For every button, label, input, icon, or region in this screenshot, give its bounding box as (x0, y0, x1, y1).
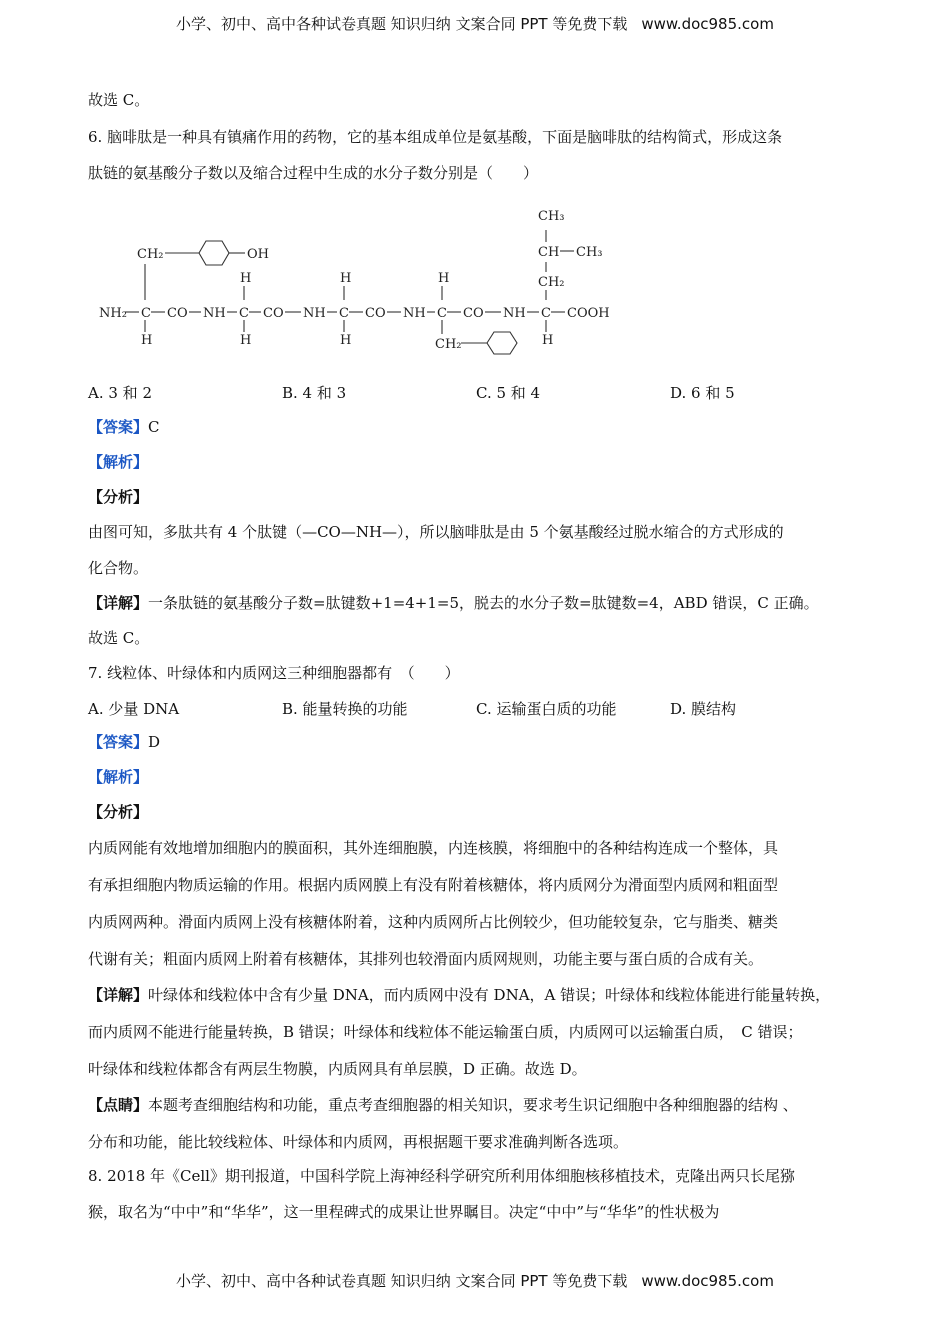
formula-h-r1: H (141, 333, 153, 348)
q6-answer (88, 417, 160, 437)
formula-ch2-r4: CH₂ (435, 337, 462, 352)
formula-h-r4-top: H (438, 271, 450, 286)
formula-c1: C (141, 306, 151, 321)
page-header (0, 13, 950, 34)
q6-stem-line1: 6. 脑啡肽是一种具有镇痛作用的药物，它的基本组成单位是氨基酸，下面是脑啡肽的结构简式，形成这条 (88, 128, 783, 146)
header-url[interactable]: www.doc985.com (641, 15, 774, 33)
q7-fenxi-line1: 内质网能有效地增加细胞内的膜面积，其外连细胞膜，内连核膜，将细胞中的各种结构连成一个整体，具 (88, 839, 779, 857)
q6-option-c[interactable]: C. 5 和 4 (476, 384, 541, 402)
answer-tag: 【答案】 (88, 733, 149, 751)
formula-c2: C (239, 306, 249, 321)
formula-h-r3-bot: H (340, 333, 352, 348)
formula-co4: CO (463, 306, 484, 321)
q7-xiangjie-line3: 叶绿体和线粒体都含有两层生物膜，内质网具有单层膜，D 正确。故选 D。 (88, 1060, 587, 1078)
xiangjie-text: 叶绿体和线粒体中含有少量 DNA，而内质网中没有 DNA，A 错误；叶绿体和线粒体能进行能量转换， (148, 986, 831, 1004)
q8-stem-line2: 猴，取名为“中中”和“华华”，这一里程碑式的成果让世界瞩目。决定“中中”与“华华”的性状极为 (88, 1203, 720, 1221)
q6-option-d[interactable]: D. 6 和 5 (670, 384, 735, 402)
dianjing-text: 本题考查细胞结构和功能，重点考查细胞器的相关知识，要求考生识记细胞中各种细胞器的结构 、 (148, 1096, 798, 1114)
q7-fenxi-line4: 代谢有关；粗面内质网上附着有核糖体，其排列也较滑面内质网规则，功能主要与蛋白质的合成有关。 (88, 950, 764, 968)
xiangjie-tag: 【详解】 (88, 986, 149, 1004)
q7-stem: 7. 线粒体、叶绿体和内质网这三种细胞器都有 （ ） (88, 664, 460, 682)
footer-url[interactable]: www.doc985.com (641, 1272, 774, 1290)
q7-fenxi-line2: 有承担细胞内物质运输的作用。根据内质网膜上有没有附着核糖体，将内质网分为滑面型内质网和粗面型 (88, 876, 779, 894)
q6-end: 故选 C。 (88, 629, 150, 647)
formula-h-r5: H (542, 333, 554, 348)
formula-h-r2-top: H (240, 271, 252, 286)
q6-option-a[interactable]: A. 3 和 2 (88, 384, 152, 402)
q7-answer (88, 732, 160, 752)
q7-fenxi-tag (88, 802, 148, 822)
enkephalin-structure-formula (95, 200, 635, 360)
xiangjie-tag: 【详解】 (88, 594, 149, 612)
q7-dianjing-line1 (88, 1095, 798, 1115)
formula-cooh: COOH (567, 306, 610, 321)
q7-xiangjie-line2: 而内质网不能进行能量转换，B 错误；叶绿体和线粒体不能运输蛋白质，内质网可以运输蛋白质， C 错误； (88, 1023, 803, 1041)
q6-fenxi-line1: 由图可知，多肽共有 4 个肽键（—CO—NH—），所以脑啡肽是由 5 个氨基酸经过脱水缩合的方式形成的 (88, 523, 784, 541)
formula-ch-r5: CH (538, 245, 560, 260)
formula-nh2b: NH (303, 306, 326, 321)
q6-fenxi-tag (88, 487, 148, 507)
formula-co2: CO (263, 306, 284, 321)
q7-option-c[interactable]: C. 运输蛋白质的功能 (476, 700, 617, 718)
formula-nh4: NH (503, 306, 526, 321)
header-text: 小学、初中、高中各种试卷真题 知识归纳 文案合同 PPT 等免费下载 (176, 15, 628, 33)
footer-text: 小学、初中、高中各种试卷真题 知识归纳 文案合同 PPT 等免费下载 (176, 1272, 628, 1290)
formula-ch2-r5: CH₂ (538, 275, 565, 290)
page-footer (0, 1270, 950, 1291)
q6-jiexi (88, 452, 148, 472)
formula-h-r2-bot: H (240, 333, 252, 348)
prev-answer-end: 故选 C。 (88, 91, 150, 109)
q7-xiangjie-line1 (88, 985, 830, 1005)
formula-c4: C (437, 306, 447, 321)
fenxi-tag: 【分析】 (88, 488, 149, 506)
q6-fenxi-line2: 化合物。 (88, 559, 149, 577)
formula-nh2: NH₂ (99, 306, 127, 321)
q6-stem-line2: 肽链的氨基酸分子数以及缩合过程中生成的水分子数分别是（ ） (88, 164, 539, 182)
q7-jiexi (88, 767, 148, 787)
formula-h-r3-top: H (340, 271, 352, 286)
formula-nh3: NH (403, 306, 426, 321)
q7-option-d[interactable]: D. 膜结构 (670, 700, 737, 718)
formula-co1: CO (167, 306, 188, 321)
formula-c3: C (339, 306, 349, 321)
q8-stem-line1: 8. 2018 年《Cell》期刊报道，中国科学院上海神经科学研究所利用体细胞核移植技术，克隆出两只长尾猕 (88, 1167, 795, 1185)
q7-option-a[interactable]: A. 少量 DNA (88, 700, 180, 718)
formula-c5: C (541, 306, 551, 321)
formula-ch3-right: CH₃ (576, 245, 603, 260)
answer-value: C (148, 418, 160, 436)
formula-nh1: NH (203, 306, 226, 321)
answer-value: D (148, 733, 161, 751)
q7-dianjing-line2: 分布和功能，能比较线粒体、叶绿体和内质网，再根据题干要求准确判断各选项。 (88, 1133, 629, 1151)
formula-oh: OH (247, 247, 269, 262)
q7-fenxi-line3: 内质网两种。滑面内质网上没有核糖体附着，这种内质网所占比例较少，但功能较复杂，它与脂类、糖类 (88, 913, 779, 931)
formula-ch2-r1: CH₂ (137, 247, 164, 262)
q6-xiangjie (88, 593, 819, 613)
q7-option-b[interactable]: B. 能量转换的功能 (282, 700, 408, 718)
formula-ch3-top: CH₃ (538, 209, 565, 224)
answer-tag: 【答案】 (88, 418, 149, 436)
dianjing-tag: 【点睛】 (88, 1096, 149, 1114)
formula-co3: CO (365, 306, 386, 321)
jiexi-tag: 【解析】 (88, 453, 149, 471)
fenxi-tag: 【分析】 (88, 803, 149, 821)
q6-option-b[interactable]: B. 4 和 3 (282, 384, 347, 402)
jiexi-tag: 【解析】 (88, 768, 149, 786)
xiangjie-text: 一条肽链的氨基酸分子数=肽键数+1=4+1=5，脱去的水分子数=肽键数=4，ABD 错误，C 正确。 (148, 594, 819, 612)
